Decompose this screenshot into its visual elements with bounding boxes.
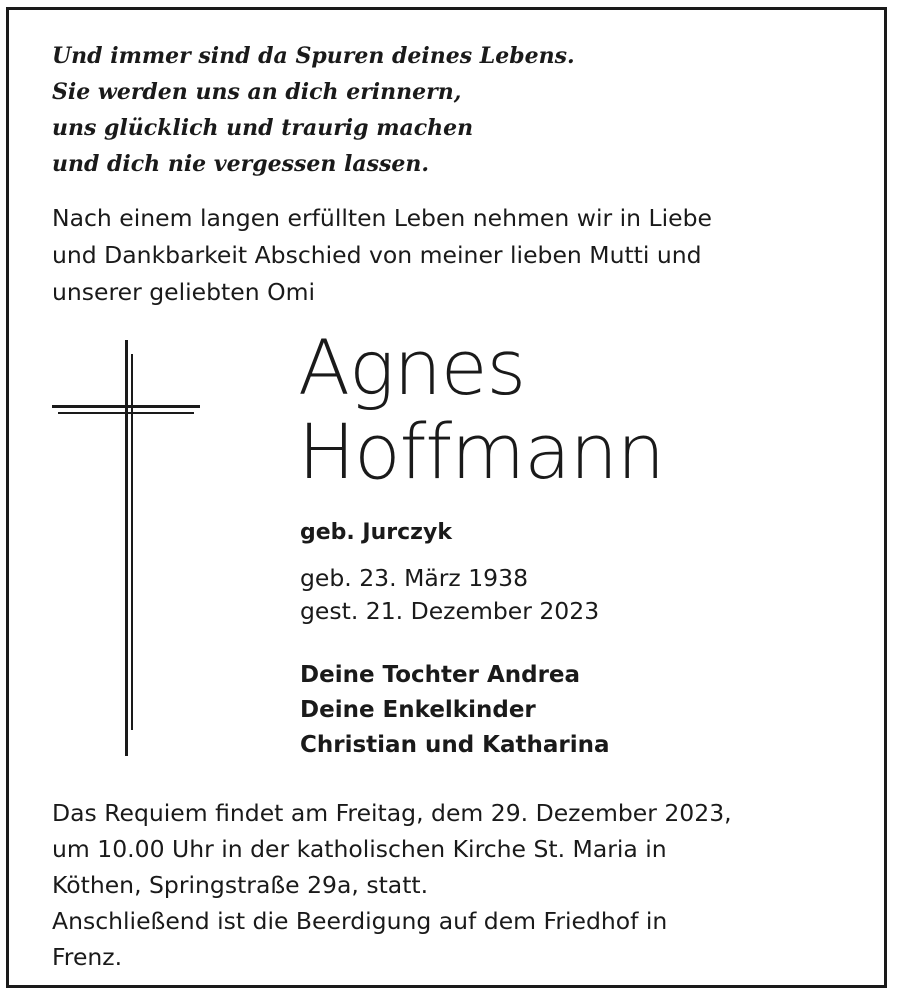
service-line: um 10.00 Uhr in der katholischen Kirche St. Maria in xyxy=(52,835,667,863)
mourner-line: Deine Tochter Andrea xyxy=(300,662,581,688)
service-line: Das Requiem findet am Freitag, dem 29. Dezember 2023, xyxy=(52,799,732,827)
service-details xyxy=(52,795,732,975)
poem-line: und dich nie vergessen lassen. xyxy=(52,151,430,177)
service-line: Frenz. xyxy=(52,943,123,971)
death-date: gest. 21. Dezember 2023 xyxy=(300,597,600,625)
birth-name: geb. Jurczyk xyxy=(300,520,452,545)
intro-line: und Dankbarkeit Abschied von meiner lieben Mutti und xyxy=(52,241,702,269)
last-name: Hoffmann xyxy=(298,407,665,496)
life-dates xyxy=(300,562,599,628)
intro-text xyxy=(52,200,712,311)
poem-line: Und immer sind da Spuren deines Lebens. xyxy=(52,43,575,69)
mourners-list xyxy=(300,658,610,763)
birth-date: geb. 23. März 1938 xyxy=(300,564,529,592)
service-line: Köthen, Springstraße 29a, statt. xyxy=(52,871,429,899)
poem-line: Sie werden uns an dich erinnern, xyxy=(52,79,462,105)
deceased-name xyxy=(298,323,665,496)
intro-line: unserer geliebten Omi xyxy=(52,278,315,306)
poem-verse xyxy=(52,38,575,182)
cross-icon xyxy=(52,340,202,756)
first-name: Agnes xyxy=(298,323,526,412)
intro-line: Nach einem langen erfüllten Leben nehmen wir in Liebe xyxy=(52,204,712,232)
poem-line: uns glücklich und traurig machen xyxy=(52,115,474,141)
mourner-line: Christian und Katharina xyxy=(300,732,610,758)
service-line: Anschließend ist die Beerdigung auf dem Friedhof in xyxy=(52,907,668,935)
mourner-line: Deine Enkelkinder xyxy=(300,697,536,723)
